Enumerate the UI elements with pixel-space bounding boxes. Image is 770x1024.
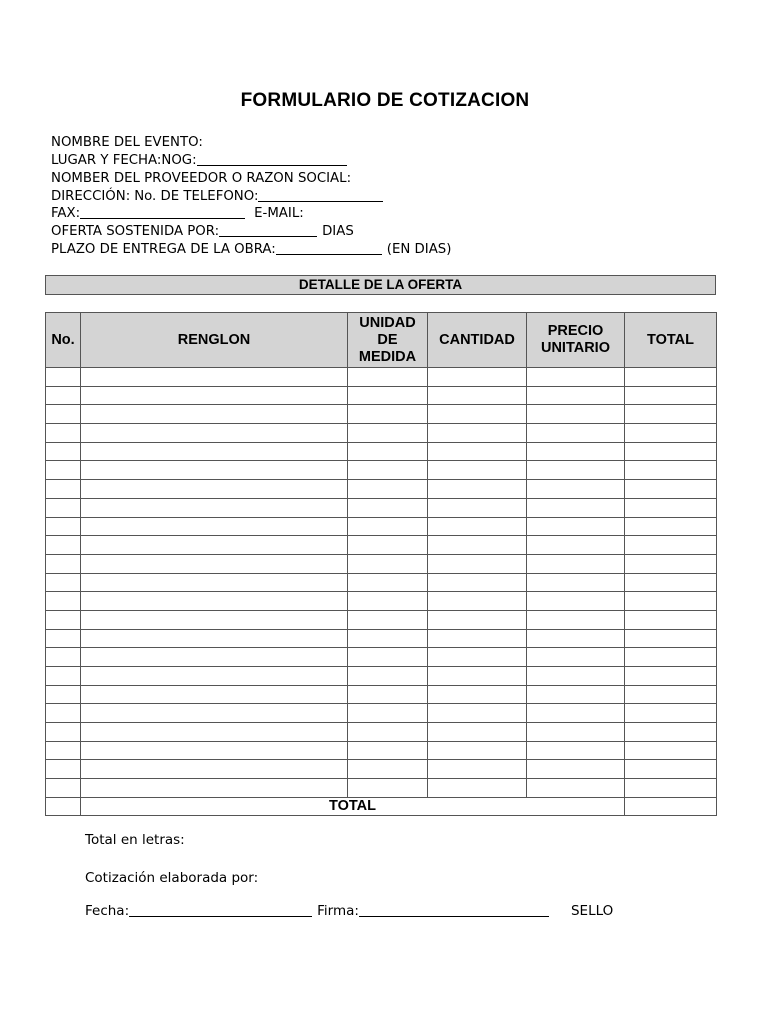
cell-no[interactable] [46,386,81,405]
cell-precio[interactable] [527,629,625,648]
total-value-cell[interactable] [625,797,717,815]
cell-precio[interactable] [527,498,625,517]
cell-unidad[interactable] [348,442,428,461]
table-row [46,667,717,686]
cell-total[interactable] [625,405,717,424]
cell-no[interactable] [46,368,81,387]
total-row [46,797,717,815]
offer-held-field[interactable] [219,225,317,237]
col-total: TOTAL [625,313,717,368]
days-label: DIAS [322,224,354,240]
cell-cantidad[interactable] [428,610,527,629]
address-label: DIRECCIÓN: [51,188,131,204]
table-row [46,405,717,424]
cell-total[interactable] [625,554,717,573]
table-row [46,760,717,779]
cell-total[interactable] [625,704,717,723]
cell-renglon[interactable] [81,667,348,686]
offer-detail-banner: DETALLE DE LA OFERTA [45,275,716,295]
cell-precio[interactable] [527,405,625,424]
cell-cantidad[interactable] [428,760,527,779]
cell-renglon[interactable] [81,424,348,443]
in-days-label: (EN DIAS) [386,242,452,258]
table-row [46,573,717,592]
cell-cantidad[interactable] [428,685,527,704]
cell-unidad[interactable] [348,517,428,536]
nog-label: NOG: [161,152,197,168]
cell-precio[interactable] [527,554,625,573]
col-unidad-line-2: DE [377,331,398,348]
cell-unidad[interactable] [348,461,428,480]
cell-total[interactable] [625,517,717,536]
cell-no[interactable] [46,610,81,629]
table-row [46,498,717,517]
cell-no[interactable] [46,779,81,798]
col-cantidad: CANTIDAD [428,313,527,368]
cell-renglon[interactable] [81,405,348,424]
cell-unidad[interactable] [348,592,428,611]
cell-unidad[interactable] [348,741,428,760]
col-precio-line-1: PRECIO [547,323,604,339]
cell-unidad[interactable] [348,685,428,704]
table-row [46,741,717,760]
cell-unidad[interactable] [348,723,428,742]
offer-held-line [51,221,711,239]
total-label: TOTAL [81,797,625,815]
cell-total[interactable] [625,386,717,405]
prepared-by-label: Cotización elaborada por: [85,870,259,886]
cell-total[interactable] [625,667,717,686]
signature-line [85,903,613,919]
col-precio-unitario [527,313,625,368]
col-unidad-line-1: UNIDAD [359,314,416,331]
address-line [51,186,711,204]
cell-unidad[interactable] [348,536,428,555]
event-name-line [51,132,711,150]
table-row [46,386,717,405]
cell-total[interactable] [625,498,717,517]
total-no-cell [46,797,81,815]
cell-total[interactable] [625,629,717,648]
table-row [46,610,717,629]
cell-renglon[interactable] [81,704,348,723]
cell-no[interactable] [46,629,81,648]
table-row [46,368,717,387]
cell-cantidad[interactable] [428,648,527,667]
cell-cantidad[interactable] [428,386,527,405]
cell-renglon[interactable] [81,760,348,779]
cell-unidad[interactable] [348,554,428,573]
cell-cantidad[interactable] [428,442,527,461]
table-row [46,461,717,480]
cell-cantidad[interactable] [428,368,527,387]
cell-renglon[interactable] [81,779,348,798]
cell-precio[interactable] [527,517,625,536]
cell-total[interactable] [625,536,717,555]
table-row [46,480,717,499]
cell-renglon[interactable] [81,648,348,667]
cell-precio[interactable] [527,610,625,629]
cell-unidad[interactable] [348,480,428,499]
prepared-by-line [85,870,702,886]
cell-cantidad[interactable] [428,536,527,555]
cell-no[interactable] [46,741,81,760]
cell-renglon[interactable] [81,573,348,592]
cell-cantidad[interactable] [428,629,527,648]
delivery-label: PLAZO DE ENTREGA DE LA OBRA: [51,242,276,258]
fax-field[interactable] [80,207,245,219]
cell-renglon[interactable] [81,368,348,387]
cell-precio[interactable] [527,461,625,480]
cell-total[interactable] [625,685,717,704]
cell-cantidad[interactable] [428,405,527,424]
cell-total[interactable] [625,779,717,798]
table-body [46,368,717,798]
signature-field[interactable] [359,905,549,917]
cell-renglon[interactable] [81,629,348,648]
provider-line [51,168,711,186]
cell-precio[interactable] [527,480,625,499]
cell-no[interactable] [46,536,81,555]
cell-cantidad[interactable] [428,424,527,443]
cell-no[interactable] [46,424,81,443]
cell-no[interactable] [46,704,81,723]
cell-renglon[interactable] [81,685,348,704]
table-row [46,704,717,723]
cell-no[interactable] [46,405,81,424]
cell-renglon[interactable] [81,386,348,405]
cell-cantidad[interactable] [428,554,527,573]
cell-renglon[interactable] [81,741,348,760]
cell-no[interactable] [46,498,81,517]
cell-cantidad[interactable] [428,480,527,499]
phone-label: No. DE TELEFONO: [134,188,259,204]
cell-unidad[interactable] [348,648,428,667]
fax-email-line [51,204,711,222]
cell-total[interactable] [625,741,717,760]
cell-precio[interactable] [527,741,625,760]
cell-total[interactable] [625,610,717,629]
cell-unidad[interactable] [348,667,428,686]
cell-cantidad[interactable] [428,741,527,760]
date-field[interactable] [129,905,312,917]
cell-renglon[interactable] [81,461,348,480]
cell-precio[interactable] [527,779,625,798]
cell-unidad[interactable] [348,498,428,517]
provider-label: NOMBER DEL PROVEEDOR O RAZON SOCIAL: [51,170,352,186]
date-label: Fecha: [85,903,130,919]
cell-precio[interactable] [527,648,625,667]
cell-renglon[interactable] [81,498,348,517]
cell-unidad[interactable] [348,424,428,443]
place-date-line [51,150,711,168]
cell-renglon[interactable] [81,592,348,611]
cell-renglon[interactable] [81,442,348,461]
cell-unidad[interactable] [348,610,428,629]
cell-precio[interactable] [527,667,625,686]
col-unidad-line-3: MEDIDA [358,348,417,365]
cell-precio[interactable] [527,704,625,723]
cell-precio[interactable] [527,723,625,742]
signature-label: Firma: [317,903,359,919]
cell-precio[interactable] [527,760,625,779]
cell-total[interactable] [625,461,717,480]
cell-renglon[interactable] [81,480,348,499]
cell-cantidad[interactable] [428,723,527,742]
form-title: FORMULARIO DE COTIZACION [240,90,530,111]
cell-renglon[interactable] [81,517,348,536]
cell-no[interactable] [46,517,81,536]
cell-no[interactable] [46,554,81,573]
cell-precio[interactable] [527,685,625,704]
phone-field[interactable] [258,190,383,202]
cell-total[interactable] [625,723,717,742]
cell-unidad[interactable] [348,405,428,424]
table-row [46,648,717,667]
table-row [46,517,717,536]
cell-renglon[interactable] [81,610,348,629]
email-label: E-MAIL: [254,206,304,222]
cell-no[interactable] [46,723,81,742]
cell-precio[interactable] [527,442,625,461]
cell-no[interactable] [46,480,81,499]
cell-cantidad[interactable] [428,592,527,611]
table-header-row [46,313,717,368]
cell-no[interactable] [46,648,81,667]
cell-no[interactable] [46,573,81,592]
cell-precio[interactable] [527,592,625,611]
table-row [46,536,717,555]
stamp-label: SELLO [570,903,614,919]
cell-total[interactable] [625,592,717,611]
col-unidad-medida [348,313,428,368]
col-renglon: RENGLON [81,313,348,368]
table-row [46,442,717,461]
cell-total[interactable] [625,424,717,443]
table-row [46,685,717,704]
cell-no[interactable] [46,461,81,480]
cell-total[interactable] [625,648,717,667]
cell-total[interactable] [625,480,717,499]
cell-total[interactable] [625,760,717,779]
event-name-label: NOMBRE DEL EVENTO: [51,134,203,150]
table-row [46,629,717,648]
cell-no[interactable] [46,760,81,779]
place-date-label: LUGAR Y FECHA: [51,152,162,168]
cell-renglon[interactable] [81,536,348,555]
delivery-field[interactable] [276,243,382,255]
fax-label: FAX: [51,206,81,222]
cell-total[interactable] [625,573,717,592]
cell-unidad[interactable] [348,704,428,723]
cell-precio[interactable] [527,573,625,592]
table-row [46,424,717,443]
cell-total[interactable] [625,442,717,461]
table-row [46,723,717,742]
cell-no[interactable] [46,592,81,611]
table-row [46,554,717,573]
cell-cantidad[interactable] [428,517,527,536]
cell-unidad[interactable] [348,386,428,405]
table-row [46,592,717,611]
cell-cantidad[interactable] [428,498,527,517]
cell-unidad[interactable] [348,629,428,648]
cell-cantidad[interactable] [428,704,527,723]
table-row [46,779,717,798]
cell-precio[interactable] [527,368,625,387]
cell-no[interactable] [46,442,81,461]
cell-unidad[interactable] [348,760,428,779]
delivery-line [51,239,711,257]
header-fields [51,132,711,257]
offer-held-label: OFERTA SOSTENIDA POR: [51,224,220,240]
cell-no[interactable] [46,685,81,704]
cell-cantidad[interactable] [428,667,527,686]
cell-unidad[interactable] [348,368,428,387]
cell-unidad[interactable] [348,573,428,592]
cell-cantidad[interactable] [428,779,527,798]
total-letters-line [85,832,711,848]
nog-field[interactable] [197,154,347,166]
cell-precio[interactable] [527,424,625,443]
col-precio-line-2: UNITARIO [540,340,610,356]
total-letters-label: Total en letras: [85,832,185,848]
cell-cantidad[interactable] [428,461,527,480]
cell-precio[interactable] [527,536,625,555]
cell-unidad[interactable] [348,779,428,798]
cell-renglon[interactable] [81,554,348,573]
offer-table [45,312,717,816]
cell-cantidad[interactable] [428,573,527,592]
col-no: No. [46,313,81,368]
cell-renglon[interactable] [81,723,348,742]
cell-total[interactable] [625,368,717,387]
cell-no[interactable] [46,667,81,686]
cell-precio[interactable] [527,386,625,405]
